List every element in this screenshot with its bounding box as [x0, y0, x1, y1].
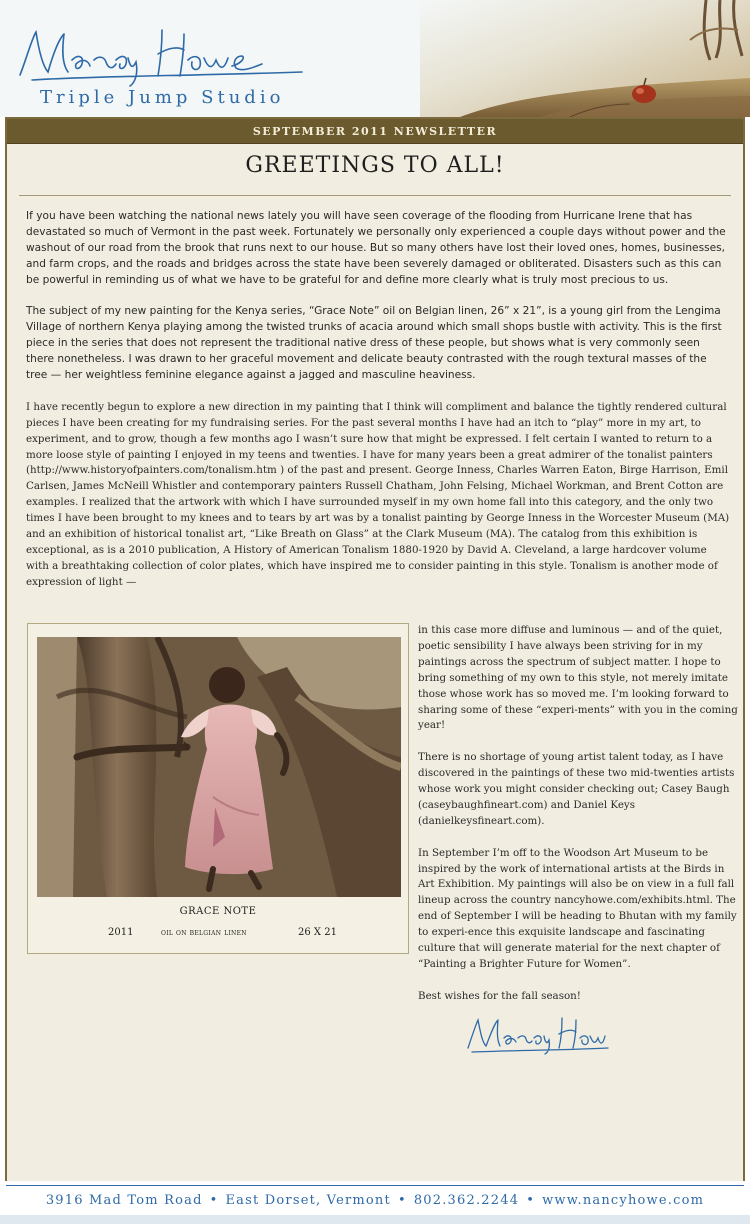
- nancy-howe-signature: [462, 1012, 612, 1058]
- painting-card: [27, 623, 409, 954]
- footer-divider: [6, 1185, 744, 1186]
- newsletter-band: [7, 119, 743, 144]
- paragraph-schedule: In September I’m off to the Woodson Art Museum to be inspired by the work of international artists at the Birds in Art Exhibition. My paintings will also be on view in a full fall lineup across the country nancyhowe.com/exhibits.html. The end of September I will be heading to Bhutan with my family to experi-ence this exquisite landscape and fascinating culture that will generate material for the next chapter of “Painting a Brighter Future for Women”.: [418, 846, 737, 970]
- studio-name: Triple Jump Studio: [40, 87, 285, 108]
- newsletter-title: SEPTEMBER 2011 NEWSLETTER: [252, 124, 498, 138]
- nancy-howe-signature-logo: [12, 20, 312, 90]
- bullet-separator: •: [397, 1193, 407, 1208]
- painting-medium: oil on belgian linen: [161, 928, 247, 937]
- grace-note-painting-image: [37, 637, 401, 897]
- footer-base: [0, 1215, 750, 1224]
- right-column-text: [418, 623, 738, 1021]
- newsletter-frame: [5, 117, 745, 1208]
- bullet-separator: •: [526, 1193, 536, 1208]
- header: [0, 0, 750, 117]
- painting-year: 2011: [108, 927, 134, 938]
- paragraph-tonalism-continued: in this case more diffuse and luminous — and of the quiet, poetic sensibility I have always been striving for in my paintings across the spectrum of subject matter. I hope to bring something of my own to this style, not merely imitate those whose work has so moved me. I’m looking forward to sharing some of these “experi-ments” with you in the coming year!: [418, 624, 738, 732]
- paragraph-young-artists: There is no shortage of young artist talent today, as I have discovered in the paintings of these two mid-twenties artists whose work you might consider checking out; Casey Baugh (caseybaughfineart.com) and Daniel Keys (danielkeysfineart.com).: [418, 751, 735, 827]
- paragraph-flooding: If you have been watching the national news lately you will have seen coverage of the flooding from Hurricane Irene that has devastated so much of Vermont in the past week. Fortunately we personally only experienced a couple days without power and the washout of our road from the brook that runs next to our house. But so many others have lost their loved ones, homes, businesses, and farm crops, and the roads and bridges across the state have been severely damaged or obliterated. Disasters such as this can be powerful in reminding us of what we have to be grateful for and define more clearly what is truly most precious to us.: [26, 210, 726, 286]
- footer-town: East Dorset, Vermont: [225, 1193, 391, 1208]
- painting-size: 26 X 21: [298, 927, 337, 938]
- greeting-heading: GREETINGS TO ALL!: [245, 153, 505, 178]
- footer-contact: [0, 1193, 750, 1208]
- paragraph-tonalism: I have recently begun to explore a new direction in my painting that I think will compliment and balance the tightly rendered cultural pieces I have been creating for my fundraising series. For the past several months I have had an itch to “play” more in my art, to experiment, and to grow, though a few months ago I wasn’t sure how that might be expressed. I felt certain I wanted to return to a more loose style of painting I enjoyed in my teens and twenties. I have for many years been a great admirer of the tonalist painters (http://www.historyofpainters.com/tonalism.htm ) of the past and present. George Inness, Charles Warren Eaton, Birge Harrison, Emil Carlsen, James McNeill Whistler and contemporary painters Russell Chatham, John Felsing, Michael Workman, and Brent Cotton are examples. I realized that the artwork with which I have surrounded myself in my own home fall into this category, and the only two times I have been brought to my knees and to tears by art was by a tonalist painting by George Inness in the Worcester Museum (MA) and an exhibition of historical tonalist art, “Like Breath on Glass” at the Clark Museum (MA). The catalog from this exhibition is exceptional, as is a 2010 publication, A History of American Tonalism 1880-1920 by David A. Cleveland, a large hardcover volume with a breathtaking collection of color plates, which have inspired me to consider painting in this style. Tonalism is another mode of expression of light —: [26, 400, 730, 588]
- bullet-separator: •: [209, 1193, 219, 1208]
- footer: [0, 1181, 750, 1224]
- footer-address: 3916 Mad Tom Road: [45, 1193, 203, 1208]
- divider: [19, 195, 731, 196]
- painting-title: GRACE NOTE: [179, 906, 257, 917]
- closing-line: Best wishes for the fall season!: [418, 989, 581, 1002]
- paragraph-grace-note: The subject of my new painting for the Kenya series, “Grace Note” oil on Belgian linen, 26” x 21”, is a young girl from the Lengima Village of northern Kenya playing among the twisted trunks of acacia around which small shops bustle with activity. This is the first piece in the series that does not represent the traditional native dress of these people, but shows what is very commonly seen there nonetheless. I was drawn to her graceful movement and delicate beauty contrasted with the rough textural masses of the tree — her weightless feminine elegance against a jagged and masculine heaviness.: [26, 305, 722, 382]
- footer-website-link[interactable]: www.nancyhowe.com: [542, 1193, 705, 1208]
- header-painting-image: [420, 0, 750, 117]
- footer-phone: 802.362.2244: [413, 1193, 520, 1208]
- newsletter-body: [26, 209, 730, 607]
